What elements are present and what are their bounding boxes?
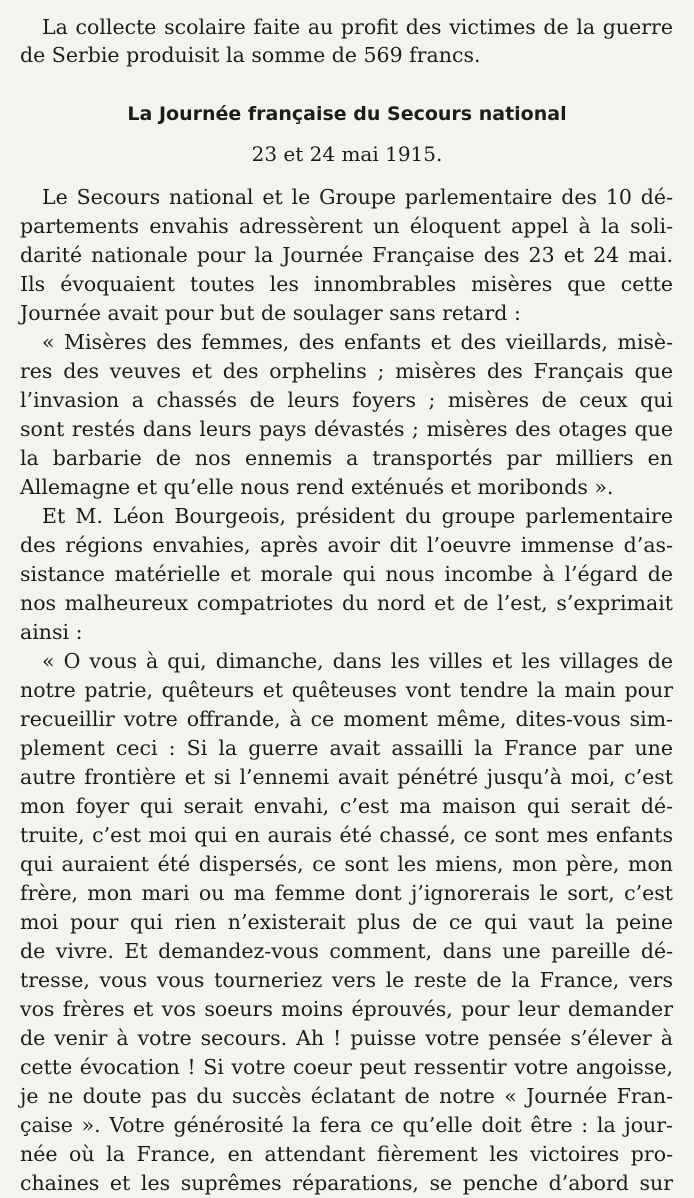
body-line: nos malheureux compatriotes du nord et de l’est, s’exprimait	[20, 591, 673, 615]
body-line: de venir à votre secours. Ah ! puisse votre pensée s’élever à	[20, 1026, 673, 1050]
body-line: Journée avait pour but de soulager sans retard :	[20, 301, 521, 325]
body-line: chaines et les suprêmes réparations, se penche d’abord sur	[20, 1171, 673, 1195]
intro-line-1: La collecte scolaire faite au profit des victimes de la guerre	[42, 15, 673, 39]
body-line: la barbarie de nos ennemis a transportés par milliers en	[20, 446, 673, 470]
body-line: « Misères des femmes, des enfants et des vieillards, misè-	[42, 330, 673, 354]
body-line: ainsi :	[20, 620, 83, 644]
body-line: l’invasion a chassés de leurs foyers ; misères de ceux qui	[20, 388, 673, 412]
body-line: autre frontière et si l’ennemi avait pénétré jusqu’à moi, c’est	[20, 765, 673, 789]
body-line: Allemagne et qu’elle nous rend exténués et moribonds ».	[20, 475, 614, 499]
body-line: née où la France, en attendant fièrement les victoires pro-	[20, 1142, 673, 1166]
body-line: partements envahis adressèrent un éloquent appel à la soli-	[20, 214, 673, 238]
body-line: truite, c’est moi qui en aurais été chassé, ce sont mes enfants	[20, 823, 673, 847]
body-line: de vivre. Et demandez-vous comment, dans une pareille dé-	[20, 939, 673, 963]
body-line: recueillir votre offrande, à ce moment même, dites-vous sim-	[20, 707, 673, 731]
body-line: çaise ». Votre générosité la fera ce qu’elle doit être : la jour-	[20, 1113, 673, 1137]
intro-line-2: de Serbie produisit la somme de 569 francs.	[20, 43, 481, 67]
body-line: Et M. Léon Bourgeois, président du groupe parlementaire	[42, 504, 673, 528]
body-line: res des veuves et des orphelins ; misères des Français que	[20, 359, 673, 383]
section-title: La Journée française du Secours national	[127, 103, 567, 125]
body-line: sont restés dans leurs pays dévastés ; misères des otages que	[20, 417, 673, 441]
section-date: 23 et 24 mai 1915.	[251, 142, 443, 166]
body-line: frère, mon mari ou ma femme dont j’ignorerais le sort, c’est	[20, 881, 673, 905]
body-line: mon foyer qui serait envahi, c’est ma maison qui serait dé-	[20, 794, 673, 818]
body-line: des régions envahies, après avoir dit l’oeuvre immense d’as-	[20, 533, 673, 557]
body-line: je ne doute pas du succès éclatant de notre « Journée Fran-	[20, 1084, 673, 1108]
body-line: moi pour qui rien n’existerait plus de ce qui vaut la peine	[20, 910, 673, 934]
body-line: plement ceci : Si la guerre avait assailli la France par une	[20, 736, 673, 760]
body-line: vos frères et vos soeurs moins éprouvés, pour leur demander	[20, 997, 673, 1021]
body-line: Le Secours national et le Groupe parlementaire des 10 dé-	[42, 185, 673, 209]
body-line: notre patrie, quêteurs et quêteuses vont tendre la main pour	[20, 678, 673, 702]
body-line: darité nationale pour la Journée Française des 23 et 24 mai.	[20, 243, 673, 267]
body-line: qui auraient été dispersés, ce sont les miens, mon père, mon	[20, 852, 673, 876]
body-line: tresse, vous vous tourneriez vers le reste de la France, vers	[20, 968, 673, 992]
body-line: sistance matérielle et morale qui nous incombe à l’égard de	[20, 562, 673, 586]
body-line: « O vous à qui, dimanche, dans les villes et les villages de	[42, 649, 673, 673]
body-line: Ils évoquaient toutes les innombrables misères que cette	[20, 272, 673, 296]
body-line: cette évocation ! Si votre coeur peut ressentir votre angoisse,	[20, 1055, 673, 1079]
